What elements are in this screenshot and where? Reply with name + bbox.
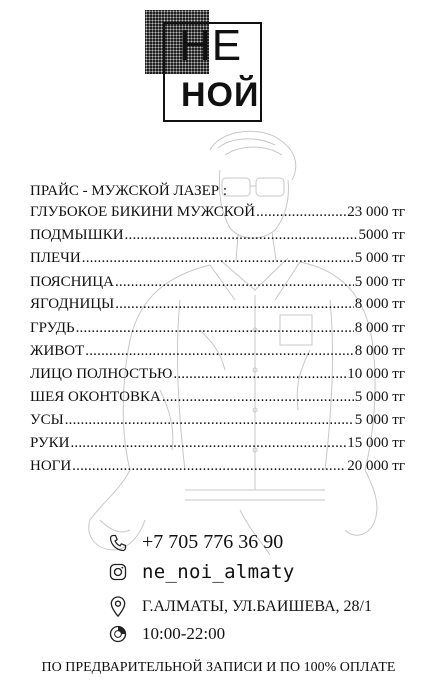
service-name: УСЫ bbox=[30, 412, 64, 428]
service-price: 8 000 тг bbox=[354, 343, 405, 359]
leader-dots bbox=[82, 250, 354, 267]
address-contact bbox=[108, 595, 372, 619]
phone-icon bbox=[108, 533, 128, 553]
price-row bbox=[30, 389, 405, 409]
price-row bbox=[30, 204, 405, 224]
price-row bbox=[30, 320, 405, 340]
service-price: 5 000 тг bbox=[354, 250, 405, 266]
service-name: ЛИЦО ПОЛНОСТЬЮ bbox=[30, 366, 173, 382]
booking-note: ПО ПРЕДВАРИТЕЛЬНОЙ ЗАПИСИ И ПО 100% ОПЛАТЕ bbox=[41, 660, 396, 675]
price-row bbox=[30, 343, 405, 363]
price-row bbox=[30, 274, 405, 294]
service-name: ГРУДЬ bbox=[30, 320, 75, 336]
service-price: 10 000 тг bbox=[347, 366, 405, 382]
leader-dots bbox=[72, 458, 346, 475]
price-row bbox=[30, 250, 405, 270]
clock-icon bbox=[108, 624, 128, 644]
service-price: 8 000 тг bbox=[354, 320, 405, 336]
service-name: ШЕЯ ОКОНТОВКА bbox=[30, 389, 161, 405]
service-name: НОГИ bbox=[30, 458, 72, 474]
instagram-icon bbox=[108, 562, 128, 582]
leader-dots bbox=[256, 204, 346, 221]
service-price: 8 000 тг bbox=[354, 296, 405, 312]
service-name: ПОДМЫШКИ bbox=[30, 227, 124, 243]
brand-logo bbox=[145, 10, 265, 126]
price-row bbox=[30, 366, 405, 386]
leader-dots bbox=[85, 343, 354, 360]
hours-contact bbox=[108, 624, 225, 644]
leader-dots bbox=[65, 412, 354, 429]
phone-contact[interactable] bbox=[108, 531, 283, 554]
price-row bbox=[30, 412, 405, 432]
service-price: 20 000 тг bbox=[347, 458, 405, 474]
service-price: 5000 тг bbox=[358, 227, 405, 243]
leader-dots bbox=[173, 366, 346, 383]
logo-line-1: НЕ bbox=[179, 21, 243, 70]
price-row bbox=[30, 227, 405, 247]
service-price: 15 000 тг bbox=[347, 435, 405, 451]
location-pin-icon bbox=[108, 595, 128, 619]
leader-dots bbox=[115, 296, 354, 313]
working-hours: 10:00-22:00 bbox=[142, 624, 226, 643]
service-price: 5 000 тг bbox=[354, 389, 405, 405]
instagram-handle[interactable]: ne_noi_almaty bbox=[142, 561, 295, 583]
leader-dots bbox=[162, 389, 354, 406]
price-row bbox=[30, 458, 405, 478]
service-price: 5 000 тг bbox=[354, 274, 405, 290]
service-name: ГЛУБОКОЕ БИКИНИ МУЖСКОЙ bbox=[30, 204, 256, 220]
phone-number[interactable]: +7 705 776 36 90 bbox=[142, 531, 284, 553]
service-name: ЯГОДНИЦЫ bbox=[30, 296, 115, 312]
price-list-title: ПРАЙС - МУЖСКОЙ ЛАЗЕР : bbox=[30, 183, 228, 199]
logo-line-2: НОЙ bbox=[181, 76, 260, 114]
price-row bbox=[30, 435, 405, 455]
service-name: РУКИ bbox=[30, 435, 70, 451]
leader-dots bbox=[70, 435, 346, 452]
instagram-contact[interactable] bbox=[108, 561, 295, 583]
service-name: ПЛЕЧИ bbox=[30, 250, 81, 266]
service-name: ПОЯСНИЦА bbox=[30, 274, 114, 290]
service-price: 23 000 тг bbox=[347, 204, 405, 220]
leader-dots bbox=[125, 227, 358, 244]
price-row bbox=[30, 296, 405, 316]
service-name: ЖИВОТ bbox=[30, 343, 85, 359]
leader-dots bbox=[115, 274, 354, 291]
service-price: 5 000 тг bbox=[354, 412, 405, 428]
address-text: Г.АЛМАТЫ, УЛ.БАИШЕВА, 28/1 bbox=[142, 598, 372, 615]
leader-dots bbox=[76, 320, 354, 337]
